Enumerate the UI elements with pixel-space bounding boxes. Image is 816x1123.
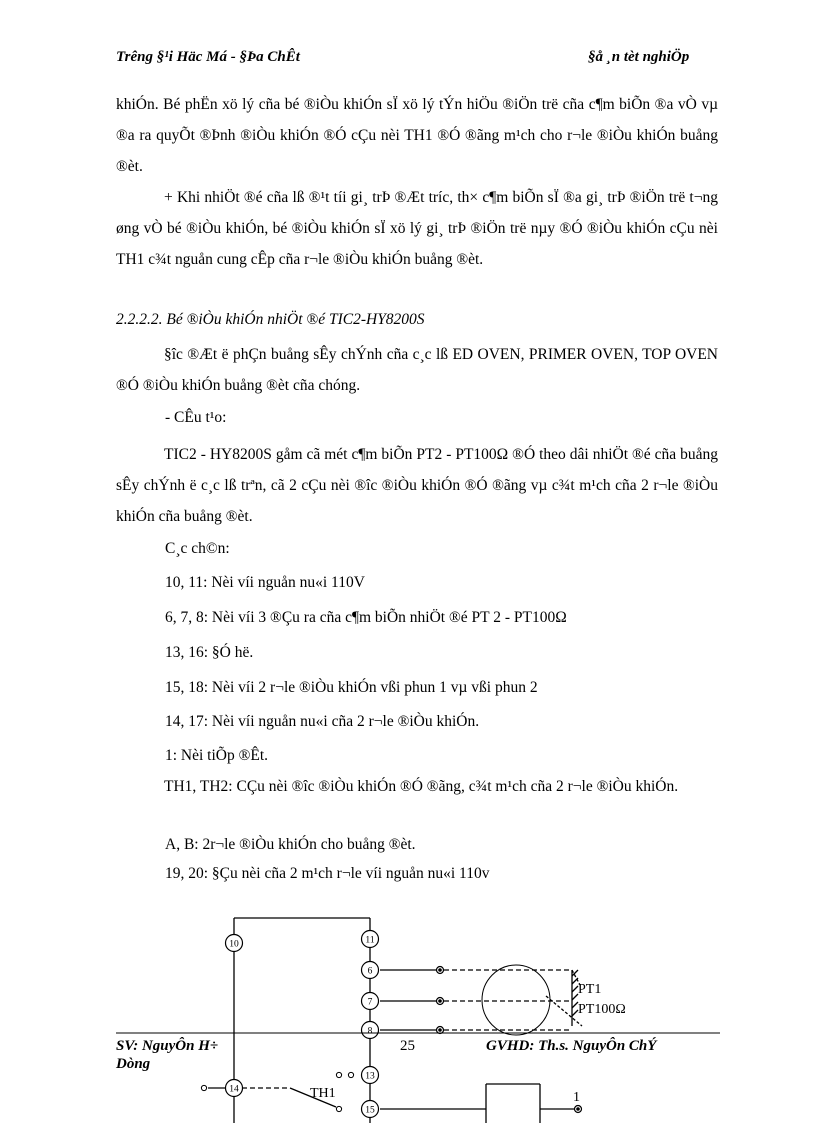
paragraph-1: khiÓn. Bé phËn xö lý cña bé ®iÒu khiÓn sÏ xö lý tÝn hiÖu ®iÖn trë cña c¶m biÕn ®a vÒ vµ ®a ra quyÕt ®Þnh ®iÒu khiÓn ®Ó cÇu nèi TH1 ®Ó ®ãng m¹ch cho r¬le ®iÒu khiÓn buång ®èt. (116, 96, 718, 175)
label-th1: TH1 (310, 1086, 336, 1101)
footer-right: GVHD: Th.s. NguyÔn ChÝ (486, 1038, 657, 1054)
pin-line-8: 19, 20: §Çu nèi cña 2 m¹ch r¬le víi nguån nu«i 110v (165, 865, 490, 882)
pin-line-2: 6, 7, 8: Nèi víi 3 ®Çu ra cña c¶m biÕn nhiÖt ®é PT 2 - PT100Ω (165, 609, 567, 626)
pin-line-1: 10, 11: Nèi víi nguån nu«i 110V (165, 574, 365, 591)
paragraph-5: TH1, TH2: CÇu nèi ®îc ®iÒu khiÓn ®Ó ®ãng, c¾t m¹ch cña 2 r¬le ®iÒu khiÓn. (164, 778, 679, 795)
footer-left-1: SV: NguyÔn H÷ (116, 1038, 219, 1054)
pin-line-7: A, B: 2r¬le ®iÒu khiÓn cho buång ®èt. (165, 836, 416, 853)
pin-label-8: 8 (367, 1026, 373, 1037)
label-ground-1: 1 (573, 1090, 580, 1105)
section-heading: 2.2.2.2. Bé ®iÒu khiÓn nhiÖt ®é TIC2-HY8200S (116, 311, 425, 328)
pins-heading: C¸c ch©n: (165, 540, 230, 557)
pin-label-15: 15 (365, 1105, 375, 1116)
paragraph-2: + Khi nhiÖt ®é cña lß ®¹t tíi gi¸ trÞ ®Æt tríc, th× c¶m biÕn sÏ ®a gi¸ trÞ ®iÖn trë t¬ng øng vÒ bé ®iÒu khiÓn, bé ®iÒu khiÓn sÏ xö lý gi¸ trÞ ®iÖn trë nµy ®Ó ®iÒu khiÓn cÇu nèi TH1 c¾t nguån cung cÊp cña r¬le ®iÒu khiÓn buång ®èt. (116, 189, 718, 268)
footer-left-2: Dòng (116, 1056, 151, 1072)
header-left: Trêng §¹i Häc Má - §Þa ChÊt (116, 49, 300, 65)
pin-label-7: 7 (367, 997, 373, 1008)
pin-line-5: 14, 17: Nèi víi nguån nu«i cña 2 r¬le ®iÒu khiÓn. (165, 713, 480, 730)
pin-label-14: 14 (229, 1084, 239, 1095)
pin-label-13: 13 (365, 1071, 375, 1082)
pin-label-10: 10 (229, 939, 239, 950)
paragraph-3: §îc ®Æt ë phÇn buång sÊy chÝnh cña c¸c lß ED OVEN, PRIMER OVEN, TOP OVEN ®Ó ®iÒu khiÓn buång ®èt cña chóng. (116, 346, 718, 394)
pin-line-4: 15, 18: Nèi víi 2 r¬le ®iÒu khiÓn vßi phun 1 vµ vßi phun 2 (165, 679, 538, 696)
label-pt1: PT1 (578, 982, 602, 997)
pin-label-6: 6 (367, 966, 373, 977)
pin-line-6: 1: Nèi tiÕp ®Êt. (165, 747, 269, 764)
sensor-ellipse (482, 965, 550, 1035)
page-number: 25 (400, 1038, 415, 1054)
paragraph-4: TIC2 - HY8200S gåm cã mét c¶m biÕn PT2 - PT100Ω ®Ó theo dâi nhiÖt ®é cña buång sÊy chÝnh ë c¸c lß trªn, cã 2 cÇu nèi ®îc ®iÒu khiÓn ®Ó ®ãng vµ c¾t m¹ch cña 2 r¬le ®iÒu khiÓn cña buång ®èt. (116, 446, 718, 525)
pin-label-11: 11 (365, 935, 375, 946)
label-pt100: PT100Ω (578, 1002, 626, 1017)
pin-line-3: 13, 16: §Ó hë. (165, 644, 254, 661)
header-right: §å ¸n tèt nghiÖp (588, 49, 690, 65)
structure-heading: - CÊu t¹o: (165, 409, 227, 426)
